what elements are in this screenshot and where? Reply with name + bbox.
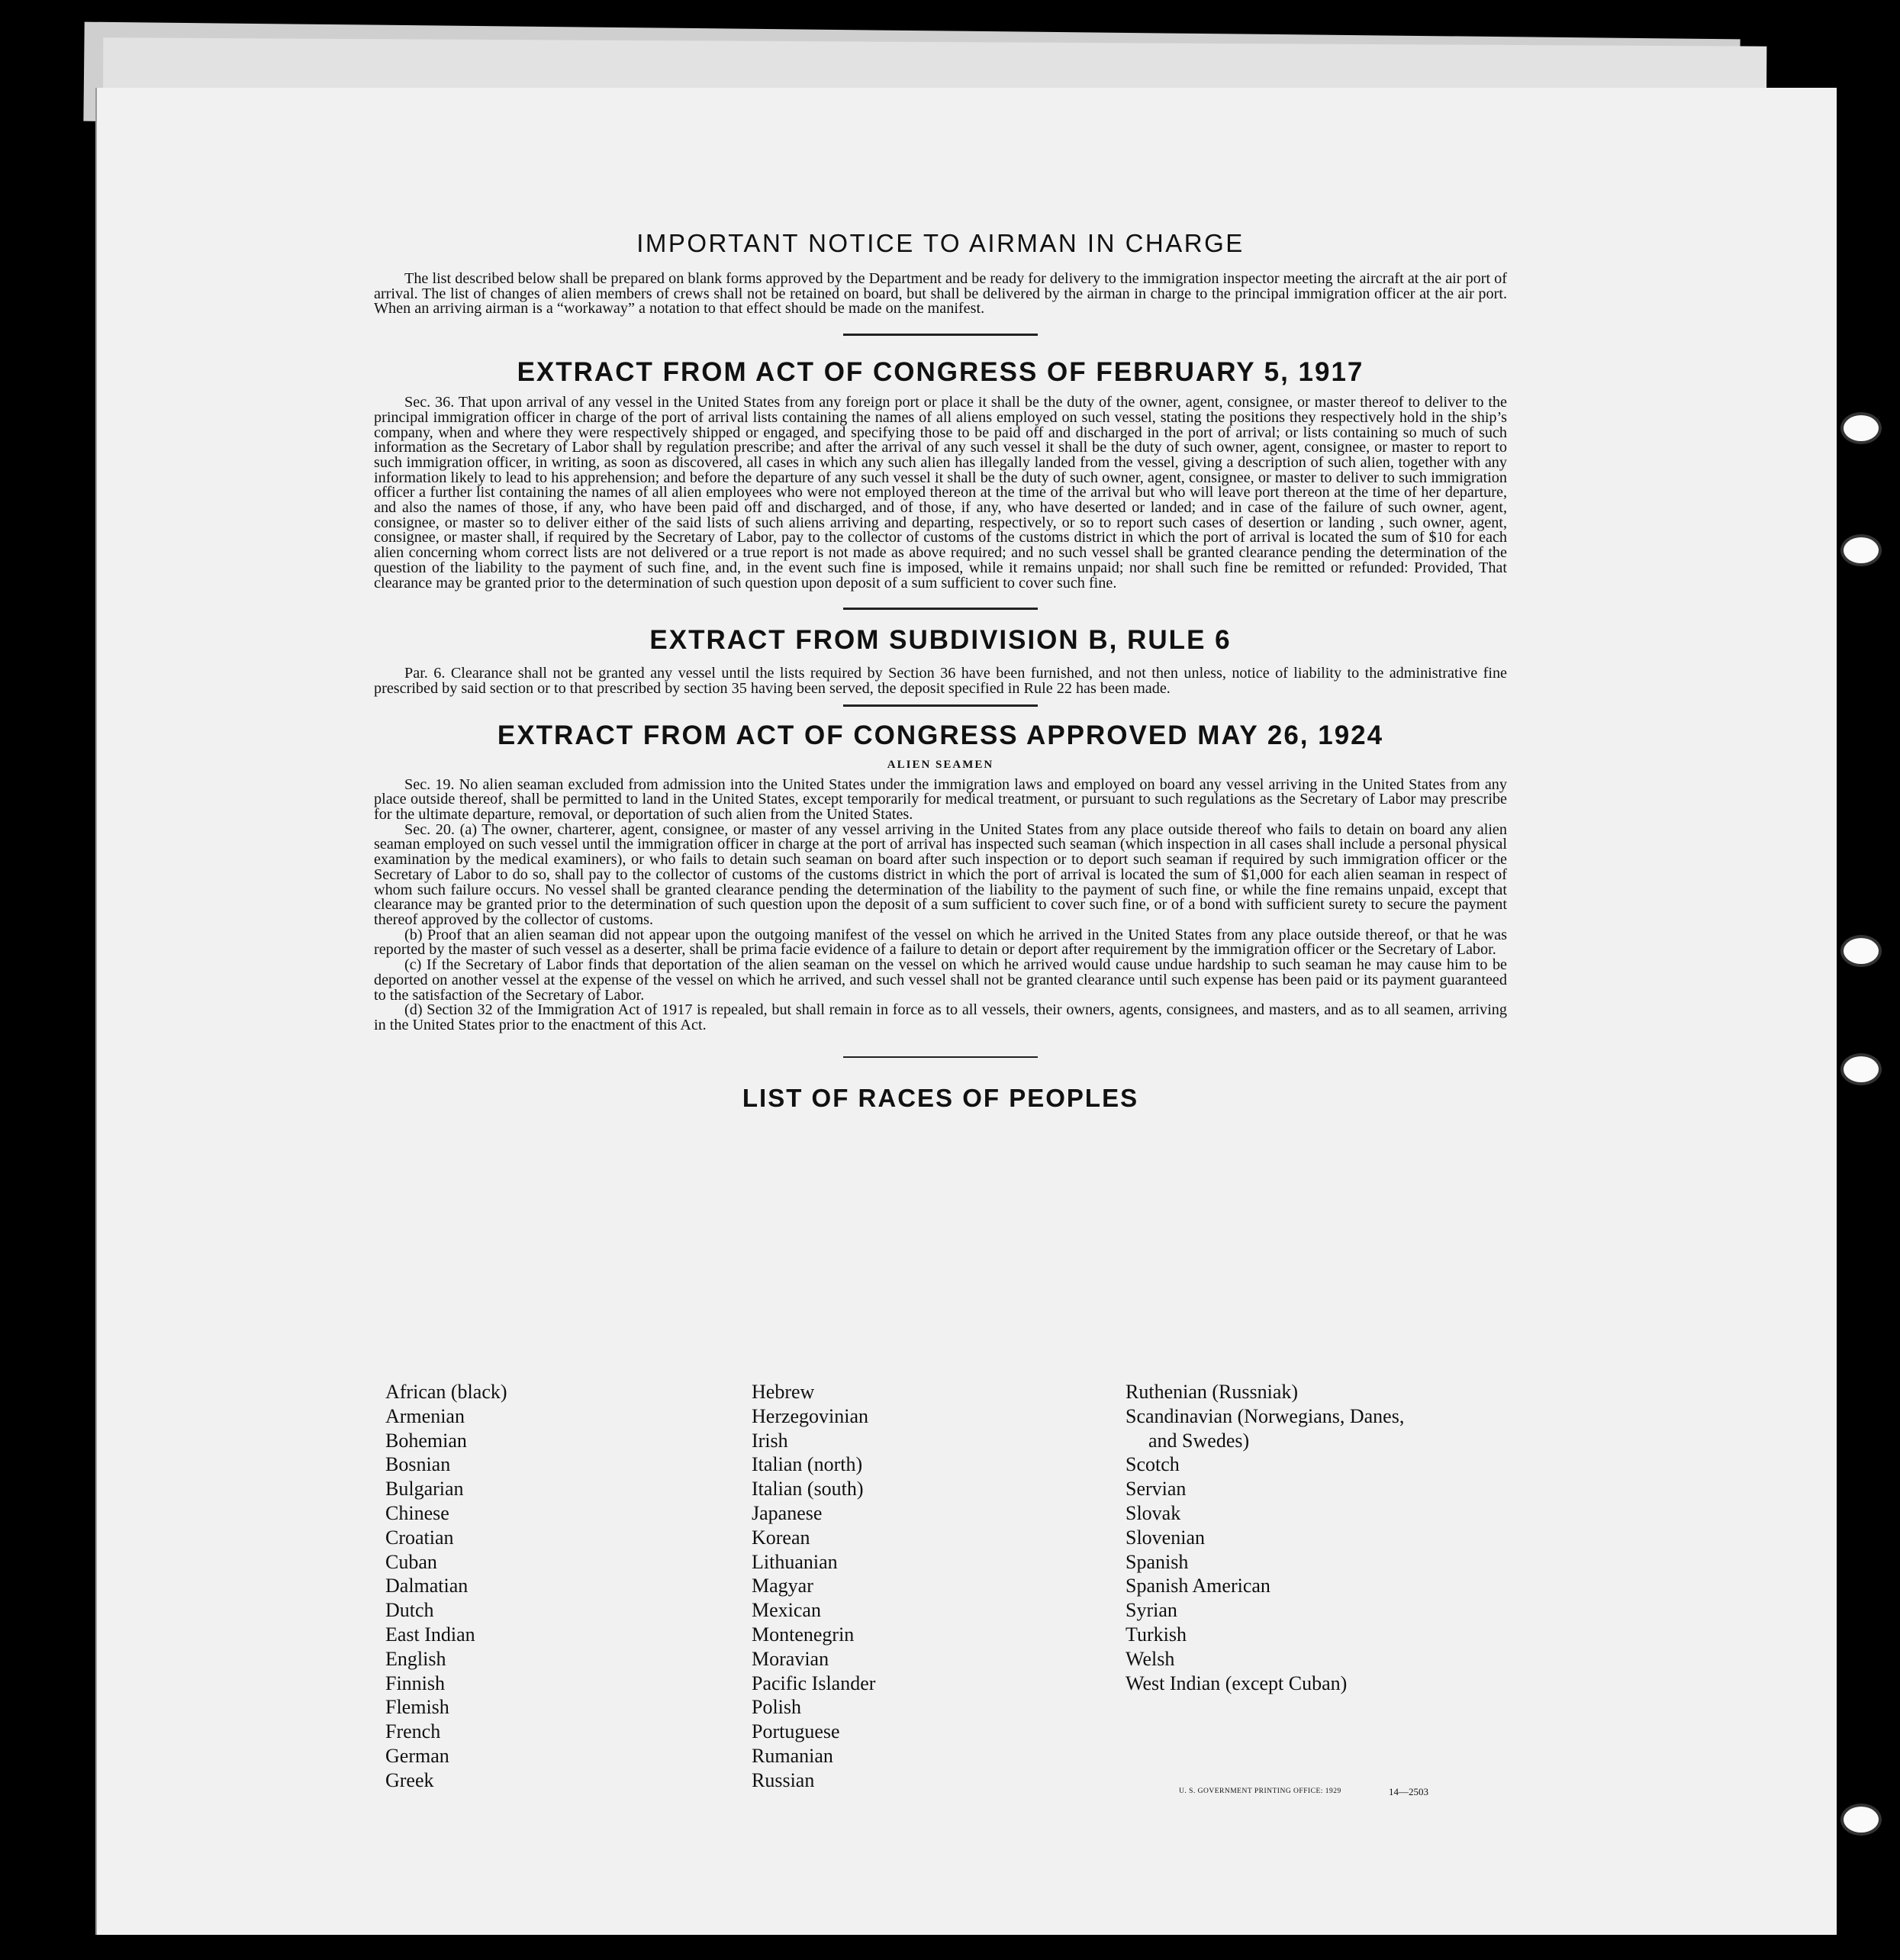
race-item: Magyar	[752, 1575, 813, 1597]
race-item: Moravian	[752, 1647, 829, 1670]
race-item: Bohemian	[385, 1429, 467, 1452]
race-item: and Swedes)	[1148, 1429, 1250, 1452]
race-item: Herzegovinian	[752, 1404, 869, 1427]
rule-6-body: Par. 6. Clearance shall not be granted any vessel until the lists required by Section 36 have been furnished, and not then unless, notice of liability to the administrative fine prescribed by said section or to that prescribed by section 35 having been served, the deposit specified in Rule 22 has been made.	[374, 665, 1507, 697]
alien-seamen-subtitle: ALIEN SEAMEN	[887, 758, 994, 771]
race-item: West Indian (except Cuban)	[1126, 1671, 1348, 1694]
binder-hole	[1840, 935, 1882, 967]
form-number: 14—2503	[1389, 1786, 1428, 1797]
race-item: Spanish	[1126, 1550, 1189, 1573]
race-item: Flemish	[385, 1696, 449, 1719]
act-1924-title: EXTRACT FROM ACT OF CONGRESS APPROVED MAY 26, 1924	[497, 720, 1384, 750]
act-1917-title: EXTRACT FROM ACT OF CONGRESS OF FEBRUARY 5, 1917	[517, 357, 1364, 388]
race-item: Syrian	[1126, 1599, 1177, 1622]
race-item: Irish	[752, 1429, 788, 1452]
sec-20a-text: Sec. 20. (a) The owner, charterer, agent, consignee, or master of any vessel arriving in the United States from any place outside thereof who fails to detain on board any alien seaman employed on such vessel until the immigration officer in charge at the port of arrival has inspected such seaman (which inspection in all cases shall include a personal physical examination by the medical examiners), or who fails to detain such seaman on board after such inspection or to deport such seaman if required by such immigration officer or the Secretary of Labor to do so, shall pay to the collector of customs of the customs district in which the port of arrival is located the sum of $1,000 for each alien seaman in respect of whom such failure occurs. No vessel shall be granted clearance pending the determination of the liability to the payment of such fine, or while the fine remains unpaid, except that clearance may be granted prior to the determination of such question upon the deposit of a sum sufficient to cover such fine, or of a bond with sufficient surety to secure the payment thereof approved by the collector of customs.	[374, 820, 1507, 928]
race-item: Armenian	[385, 1404, 465, 1427]
race-item: Japanese	[752, 1501, 823, 1524]
race-item: Italian (north)	[752, 1453, 863, 1476]
sec-20d-text: (d) Section 32 of the Immigration Act of 1917 is repealed, but shall remain in force as to all vessels, their owners, agents, consignees, and masters, and as to all seamen, arriving in the United States prior to the enactment of this Act.	[374, 1001, 1507, 1033]
race-item: Servian	[1126, 1478, 1187, 1501]
race-item: Chinese	[385, 1501, 449, 1524]
race-item: French	[385, 1720, 441, 1743]
race-item: Finnish	[385, 1671, 446, 1694]
race-item: Welsh	[1126, 1647, 1175, 1670]
races-column-1	[385, 1380, 507, 1793]
race-item: Polish	[752, 1696, 802, 1719]
race-item: English	[385, 1647, 446, 1670]
races-column-2	[752, 1380, 875, 1793]
sec-20b-text: (b) Proof that an alien seaman did not appear upon the outgoing manifest of the vessel on which he arrived in the United States from any place outside thereof, or that he was reported by the master of such vessel as a deserter, shall be prima facie evidence of a failure to detain or deport after requirement by the immigration officer or the Secretary of Labor.	[374, 926, 1507, 959]
race-item: Croatian	[385, 1526, 454, 1549]
race-item: Lithuanian	[752, 1550, 838, 1573]
race-item: Greek	[385, 1768, 434, 1791]
race-item: Cuban	[385, 1550, 437, 1573]
race-item: Rumanian	[752, 1744, 833, 1767]
race-item: Bosnian	[385, 1453, 451, 1476]
race-item: Dutch	[385, 1599, 434, 1622]
race-item: Scotch	[1126, 1453, 1180, 1476]
race-item: Turkish	[1126, 1623, 1187, 1646]
race-item: Slovak	[1126, 1501, 1181, 1524]
race-item: Dalmatian	[385, 1575, 469, 1597]
race-item: Spanish American	[1126, 1575, 1270, 1597]
act-1917-body: Sec. 36. That upon arrival of any vessel in the United States from any foreign port or place it shall be the duty of the owner, agent, consignee, or master thereof to deliver to the principal immigration officer in charge of the port of arrival lists containing the names of all aliens employed on such vessel, stating the positions they respectively hold in the ship’s company, when and where they were respectively shipped or engaged, and specifying those to be paid off and discharged in the port of arrival; or lists containing so much of such information as the Secretary of Labor shall by regulation prescribe; and after the arrival of any such vessel it shall be the duty of such owner, agent, consignee, or master to report to such immigration officer, in writing, as soon as discovered, all cases in which any such alien has illegally landed from the vessel, giving a description of such alien, together with any information likely to lead to his apprehension; and before the departure of any such vessel it shall be the duty of such owner, agent, consignee, or master to deliver to such immigration officer a further list containing the names of all alien employees who were not employed thereon at the time of the arrival but who will leave port thereon at the time of her departure, and also the names of those, if any, who have been paid off and discharged, and of those, if any, who have deserted or landed; and in case of the failure of such owner, agent, consignee, or master so to deliver either of the said lists of such aliens arriving and departing, respectively, or so to report such cases of desertion or landing , such owner, agent, consignee, or master shall, if required by the Secretary of Labor, pay to the collector of customs of the customs district in which the port of arrival is located the sum of $10 for each alien concerning whom correct lists are not delivered or a true report is not made as above required; and no such vessel shall be granted clearance pending the determination of the question of the liability to the payment of such fine, and, in the event such fine is imposed, while it remains unpaid; nor shall such fine be remitted or refunded: Provided, That clearance may be granted prior to the determination of such question upon deposit of a sum sufficient to cover such fine.	[374, 394, 1507, 592]
race-item: Slovenian	[1126, 1526, 1205, 1549]
binder-hole	[1840, 1053, 1882, 1085]
race-item: Italian (south)	[752, 1478, 864, 1501]
race-item: Bulgarian	[385, 1478, 464, 1501]
race-item: Montenegrin	[752, 1623, 855, 1646]
race-item: Russian	[752, 1768, 815, 1791]
race-item: Scandinavian (Norwegians, Danes,	[1126, 1404, 1405, 1427]
notice-title: IMPORTANT NOTICE TO AIRMAN IN CHARGE	[636, 229, 1245, 257]
race-item: East Indian	[385, 1623, 475, 1646]
race-item: African (black)	[385, 1381, 507, 1403]
notice-body: The list described below shall be prepared on blank forms approved by the Department and be ready for delivery to the immigration inspector meeting the aircraft at the air port of arrival. The list of changes of alien members of crews shall not be retained on board, but shall be delivered by the airman in charge to the principal immigration officer at the air port. When an arriving airman is a “workaway” a notation to that effect should be made on the manifest.	[374, 270, 1507, 318]
binder-hole	[1840, 534, 1882, 566]
race-item: Portuguese	[752, 1720, 840, 1743]
sec-19-text: Sec. 19. No alien seaman excluded from admission into the United States under the immigration laws and employed on board any vessel arriving in the United States from any place outside thereof, shall be permitted to land in the United States, except temporarily for medical treatment, or pursuant to such regulations as the Secretary of Labor may prescribe for the ultimate departure, removal, or deportation of such alien from the United States.	[374, 775, 1507, 824]
race-item: Hebrew	[752, 1381, 815, 1403]
race-item: Pacific Islander	[752, 1671, 876, 1694]
races-column-3	[1126, 1380, 1404, 1695]
race-item: Mexican	[752, 1599, 821, 1622]
sec-20c-text: (c) If the Secretary of Labor finds that deportation of the alien seaman on the vessel on which he arrived would cause undue hardship to such seaman he may cause him to be deported on another vessel at the expense of the vessel on which he arrived, and such vessel shall not be granted clearance until such expense has been paid or its payment guaranteed to the satisfaction of the Secretary of Labor.	[374, 956, 1507, 1004]
printer-imprint: U. S. GOVERNMENT PRINTING OFFICE: 1929	[1179, 1788, 1341, 1795]
rule-6-title: EXTRACT FROM SUBDIVISION B, RULE 6	[649, 625, 1232, 656]
race-item: Korean	[752, 1526, 810, 1549]
document-content	[374, 229, 1507, 1113]
races-title: LIST OF RACES OF PEOPLES	[742, 1083, 1139, 1112]
race-item: Ruthenian (Russniak)	[1126, 1381, 1299, 1403]
binder-hole	[1840, 412, 1882, 444]
binder-hole	[1840, 1804, 1882, 1836]
race-item: German	[385, 1744, 449, 1767]
